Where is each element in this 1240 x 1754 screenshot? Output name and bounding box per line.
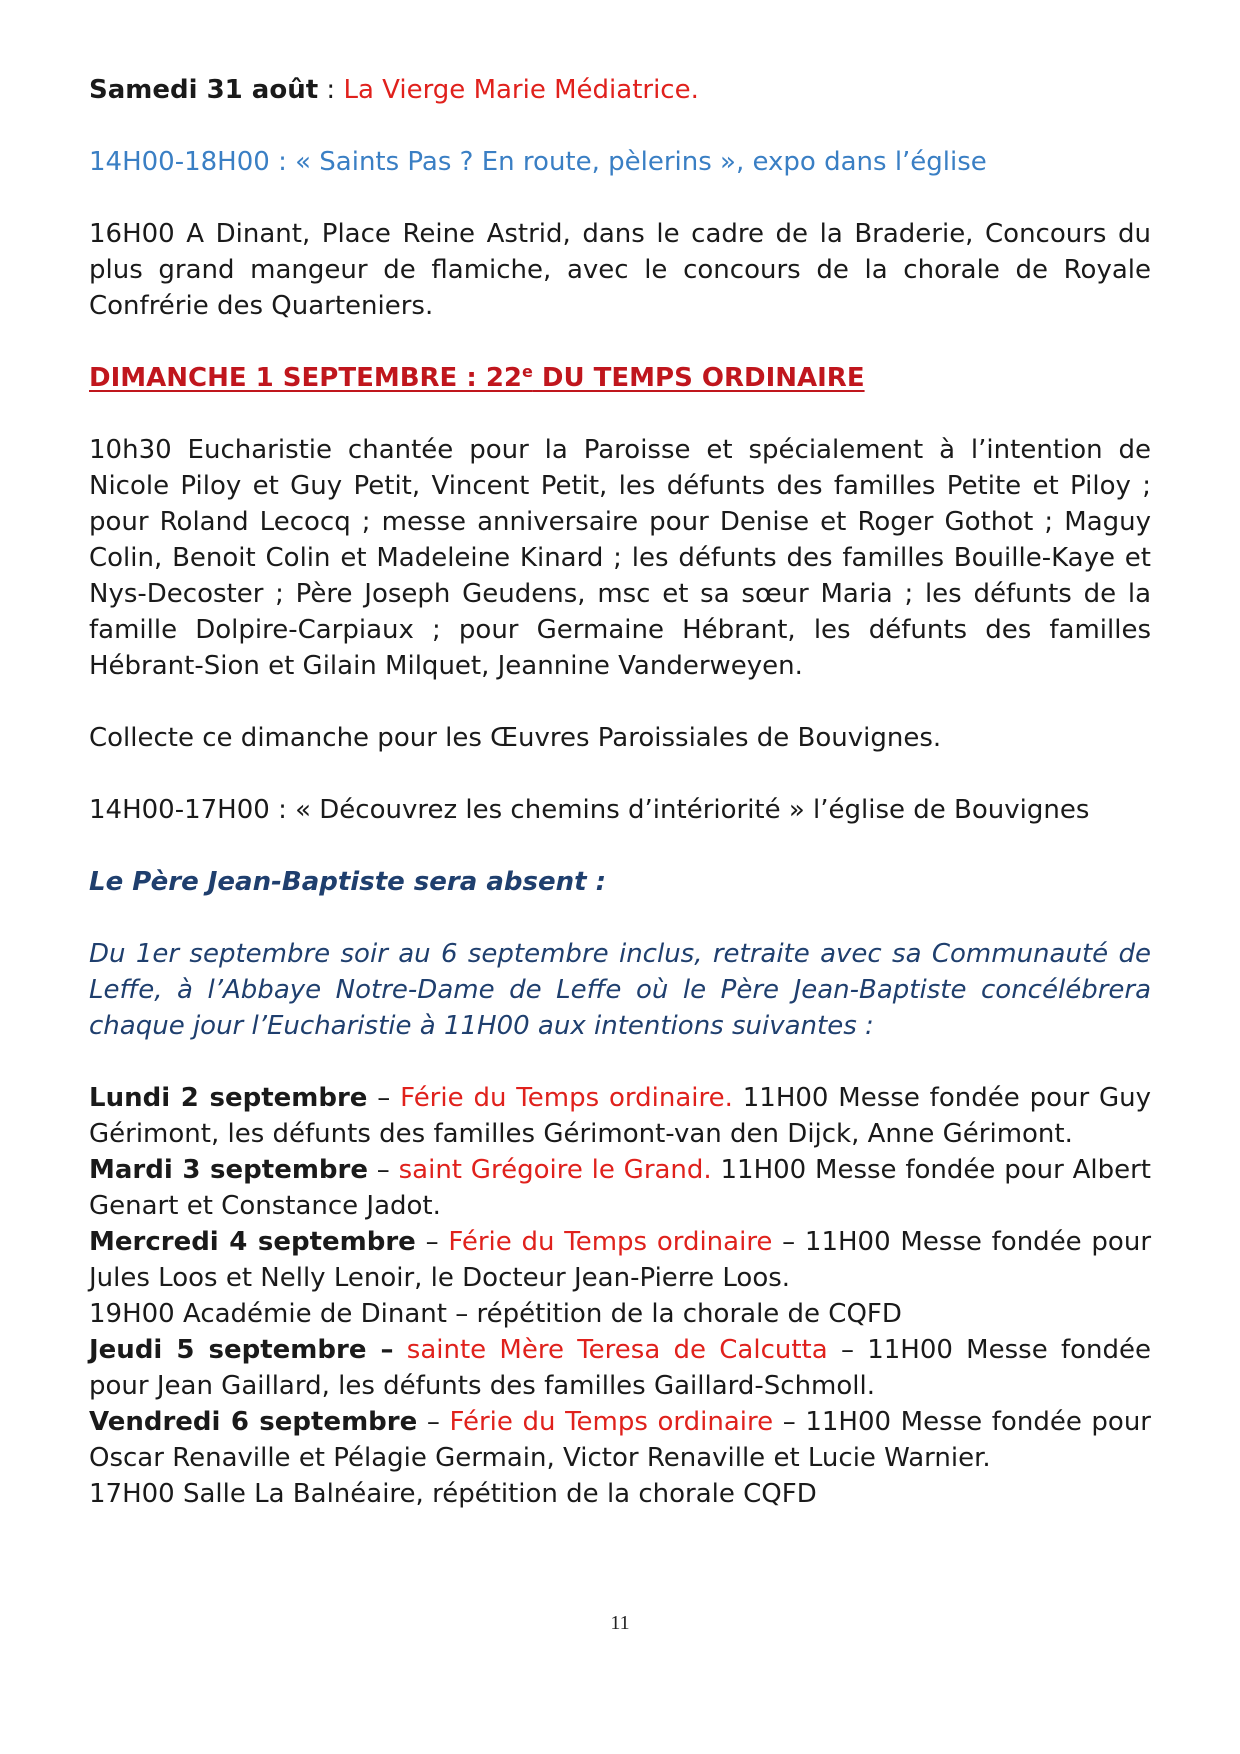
separator: –	[415, 1227, 449, 1257]
expo-announcement: 14H00-18H00 : « Saints Pas ? En route, pèlerins », expo dans l’église	[89, 147, 987, 177]
saturday-entry	[89, 72, 1151, 108]
sunday-heading	[89, 360, 1151, 396]
friday-extra: 17H00 Salle La Balnéaire, répétition de la chorale CQFD	[89, 1479, 817, 1509]
wednesday-text: – 11H00 Messe fondée pour Jules Loos et Nelly Lenoir, le Docteur Jean-Pierre Loos.	[89, 1227, 1152, 1293]
tuesday-feast: saint Grégoire le Grand.	[398, 1155, 712, 1185]
monday-entry	[89, 1080, 1151, 1152]
absence-text: Du 1er septembre soir au 6 septembre inclus, retraite avec sa Communauté de Leffe, à l’Abbaye Notre-Dame de Leffe où le Père Jean-Baptiste concélébrera chaque jour l’Eucharistie à 11H00 aux intentions suivantes :	[89, 939, 1151, 1041]
tuesday-date: Mardi 3 septembre	[89, 1155, 368, 1185]
friday-entry	[89, 1404, 1151, 1476]
separator: –	[367, 1083, 401, 1113]
sunday-mass-intentions: 10h30 Eucharistie chantée pour la Paroisse et spécialement à l’intention de Nicole Piloy et Guy Petit, Vincent Petit, les défunts des familles Petite et Piloy ; pour Roland Lecocq ; messe anniversaire pour Denise et Roger Gothot ; Maguy Colin, Benoit Colin et Madeleine Kinard ; les défunts des familles Bouille-Kaye et Nys-Decoster ; Père Joseph Geudens, msc et sa sœur Maria ; les défunts de la famille Dolpire-Carpiaux ; pour Germaine Hébrant, les défunts des familles Hébrant-Sion et Gilain Milquet, Jeannine Vanderweyen.	[89, 435, 1151, 681]
document-body	[89, 72, 1151, 1512]
sunday-heading-rest: DU TEMPS ORDINAIRE	[532, 363, 865, 393]
page-number: 11	[610, 1612, 630, 1634]
thursday-entry	[89, 1332, 1151, 1404]
chemins-announcement: 14H00-17H00 : « Découvrez les chemins d’intériorité » l’église de Bouvignes	[89, 795, 1090, 825]
monday-date: Lundi 2 septembre	[89, 1083, 368, 1113]
tuesday-text: 11H00 Messe fondée pour Albert Genart et Constance Jadot.	[89, 1155, 1151, 1221]
sunday-heading-sup: e	[522, 362, 533, 381]
tuesday-entry	[89, 1152, 1151, 1224]
thursday-text: – 11H00 Messe fondée pour Jean Gaillard, les défunts des familles Gaillard-Schmoll.	[89, 1335, 1151, 1401]
saturday-date: Samedi 31 août	[89, 75, 319, 105]
separator: :	[318, 75, 344, 105]
absence-title: Le Père Jean-Baptiste sera absent :	[89, 867, 606, 897]
friday-text: – 11H00 Messe fondée pour Oscar Renaville et Pélagie Germain, Victor Renaville et Lucie Warnier.	[89, 1407, 1151, 1473]
wednesday-feast: Férie du Temps ordinaire	[448, 1227, 773, 1257]
wednesday-entry	[89, 1224, 1151, 1296]
friday-date: Vendredi 6 septembre	[89, 1407, 418, 1437]
sunday-heading-text: DIMANCHE 1 SEPTEMBRE : 22	[89, 363, 522, 393]
monday-text: 11H00 Messe fondée pour Guy Gérimont, les défunts des familles Gérimont-van den Dijck, Anne Gérimont.	[89, 1083, 1152, 1149]
wednesday-extra: 19H00 Académie de Dinant – répétition de la chorale de CQFD	[89, 1299, 902, 1329]
friday-feast: Férie du Temps ordinaire	[449, 1407, 774, 1437]
collecte-note: Collecte ce dimanche pour les Œuvres Paroissiales de Bouvignes.	[89, 723, 942, 753]
separator: –	[417, 1407, 450, 1437]
thursday-date: Jeudi 5 septembre –	[89, 1335, 394, 1365]
saturday-feast: La Vierge Marie Médiatrice.	[343, 75, 699, 105]
monday-feast: Férie du Temps ordinaire.	[400, 1083, 733, 1113]
dinant-announcement: 16H00 A Dinant, Place Reine Astrid, dans le cadre de la Braderie, Concours du plus grand mangeur de flamiche, avec le concours de la chorale de Royale Confrérie des Quarteniers.	[89, 219, 1151, 321]
thursday-feast: sainte Mère Teresa de Calcutta	[406, 1335, 828, 1365]
wednesday-date: Mercredi 4 septembre	[89, 1227, 416, 1257]
separator: –	[368, 1155, 399, 1185]
separator	[394, 1335, 407, 1365]
